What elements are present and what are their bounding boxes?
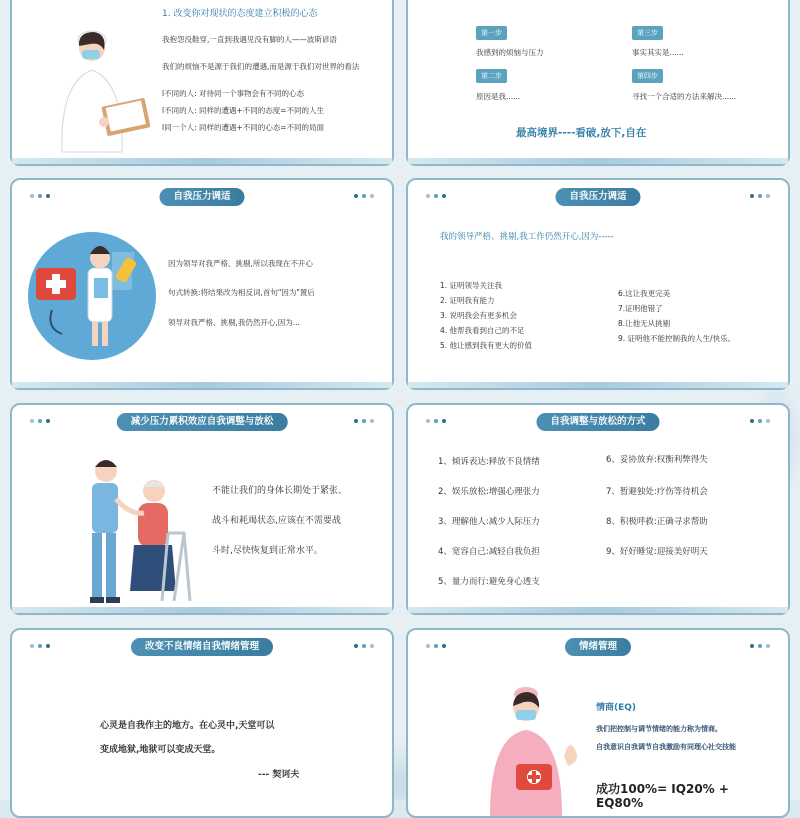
slide5-line2: 战斗和耗竭状态,应该在不需要战 (212, 516, 341, 526)
slide8-title: 情绪管理 (565, 638, 631, 656)
slide3-p3: 领导对我严格、挑剔,我仍然开心,因为... (168, 318, 300, 327)
slide3-p1: 因为领导对我严格、挑剔,所以我现在不开心 (168, 259, 313, 268)
nurse-clipboard-illustration (42, 22, 152, 152)
slide7-title: 改变不良情绪自我情绪管理 (131, 638, 273, 656)
slide1-line2: 我们的烦恼不是源于我们的遭遇,而是源于我们对世界的看法 (162, 62, 360, 71)
slide1-line3: l不同的人: 对待同一个事物会有不同的心态 (162, 89, 304, 98)
nurse-elderly-walker-illustration (68, 449, 208, 609)
step1-text: 我感到的烦恼与压力 (476, 48, 544, 57)
slide7-line1: 心灵是自我作主的地方。在心灵中,天堂可以 (100, 721, 275, 731)
decor-dots-right (354, 419, 378, 423)
slide4-right-item: 6.这让我更完美 (618, 289, 671, 298)
slide4-right-item: 7.证明他错了 (618, 304, 663, 313)
slide-wave (408, 607, 788, 613)
slide4-left-item: 3. 说明我会有更多机会 (440, 311, 518, 320)
slide6-right-item: 8、积极呼救:正确寻求帮助 (606, 517, 708, 527)
slide8-line1: 我们把控制与调节情绪的能力称为情商。 (596, 725, 722, 733)
step1-tag: 第一步 (476, 26, 507, 40)
decor-dots-left (426, 419, 450, 423)
slide3-title: 自我压力调适 (159, 188, 244, 206)
slide1-line1: 我抱怨没鞋穿,一直到我遇见没有脚的人——波斯谚语 (162, 35, 337, 44)
slide6-right-item: 6、妥协放弃:权衡利弊得失 (606, 455, 708, 465)
slide8-line2: 自我意识自我调节自我激励有同理心社交技能 (596, 743, 736, 751)
slide8-formula-line1: 成功100%= IQ20% + (596, 782, 729, 796)
slide4-right-item: 8.让他无从挑剔 (618, 319, 671, 328)
slide4-right-item: 9. 证明他不能控制我的人生/快乐。 (618, 334, 736, 343)
step3-text: 事实其实是...... (632, 48, 684, 57)
slide6-left-item: 4、宽容自己:减轻自我负担 (438, 547, 540, 557)
slide4-title: 自我压力调适 (555, 188, 640, 206)
slide-1[interactable] (10, 0, 394, 166)
slide-8[interactable] (406, 628, 790, 818)
slide-5[interactable] (10, 403, 394, 615)
decor-dots-right (354, 194, 378, 198)
slide4-left-item: 5. 他让感到我有更大的价值 (440, 341, 533, 350)
slide3-p2: 句式转换:将结果改为相反词,首句"因为"置后 (168, 288, 315, 297)
slide1-line4: l不同的人: 同样的遭遇+不同的态度=不同的人生 (162, 106, 325, 115)
slide1-heading: 1. 改变你对现状的态度建立积极的心态 (162, 9, 318, 19)
slide-3[interactable] (10, 178, 394, 390)
slide6-left-item: 3、理解他人:减少人际压力 (438, 517, 540, 527)
slide7-line2: 变成地狱,地狱可以变成天堂。 (100, 745, 221, 755)
slide4-left-item: 1. 证明领导关注我 (440, 281, 503, 290)
slide8-eq-heading: 情商(EQ) (596, 703, 637, 713)
step3-tag: 第三步 (632, 26, 663, 40)
slide-7[interactable] (10, 628, 394, 818)
slide7-author: --- 契诃夫 (258, 770, 300, 780)
slide1-line5: l同一个人: 同样的遭遇+不同的心态=不同的局面 (162, 123, 325, 132)
step2-text: 原因是我...... (476, 92, 521, 101)
decor-dots-left (426, 644, 450, 648)
decor-dots-left (30, 194, 54, 198)
slide4-intro: 我的领导严格、挑剔,我工作仍然开心,因为----- (440, 232, 614, 242)
slide6-right-item: 9、好好睡觉:迎接美好明天 (606, 547, 708, 557)
slide2-summary: 最高境界----看破,放下,自在 (516, 127, 647, 139)
slide6-left-item: 1、倾诉表达:释放不良情绪 (438, 457, 540, 467)
decor-dots-right (750, 194, 774, 198)
medical-kit-nurse-illustration (24, 228, 160, 364)
slide6-left-item: 5、量力而行:避免身心透支 (438, 577, 540, 587)
decor-dots-right (750, 644, 774, 648)
slide5-line3: 斗时,尽快恢复到正常水平。 (212, 546, 323, 556)
step4-text: 寻找一个合适的方法来解决...... (632, 92, 737, 101)
slide-wave (12, 607, 392, 613)
nurse-first-aid-illustration (480, 686, 590, 816)
slide5-line1: 不能让我们的身体长期处于紧张、 (212, 486, 348, 496)
slide-wave (408, 382, 788, 388)
decor-dots-right (750, 419, 774, 423)
slide4-left-item: 2. 证明我有能力 (440, 296, 495, 305)
decor-dots-right (354, 644, 378, 648)
slide5-title: 减少压力累积效应自我调整与放松 (117, 413, 288, 431)
slide6-title: 自我调整与放松的方式 (536, 413, 659, 431)
slide6-left-item: 2、娱乐放松:增强心理张力 (438, 487, 540, 497)
step2-tag: 第二步 (476, 69, 507, 83)
slide8-formula-line2: EQ80% (596, 796, 644, 810)
slide6-right-item: 7、暂避独处:疗伤等待机会 (606, 487, 708, 497)
decor-dots-left (30, 419, 54, 423)
slide-wave (12, 158, 392, 164)
decor-dots-left (426, 194, 450, 198)
step4-tag: 第四步 (632, 69, 663, 83)
slide-6[interactable] (406, 403, 790, 615)
slide-wave (12, 382, 392, 388)
slide4-left-item: 4. 他帮我看到自己的不足 (440, 326, 525, 335)
slide-4[interactable] (406, 178, 790, 390)
decor-dots-left (30, 644, 54, 648)
slide-2[interactable] (406, 0, 790, 166)
slide-wave (408, 158, 788, 164)
